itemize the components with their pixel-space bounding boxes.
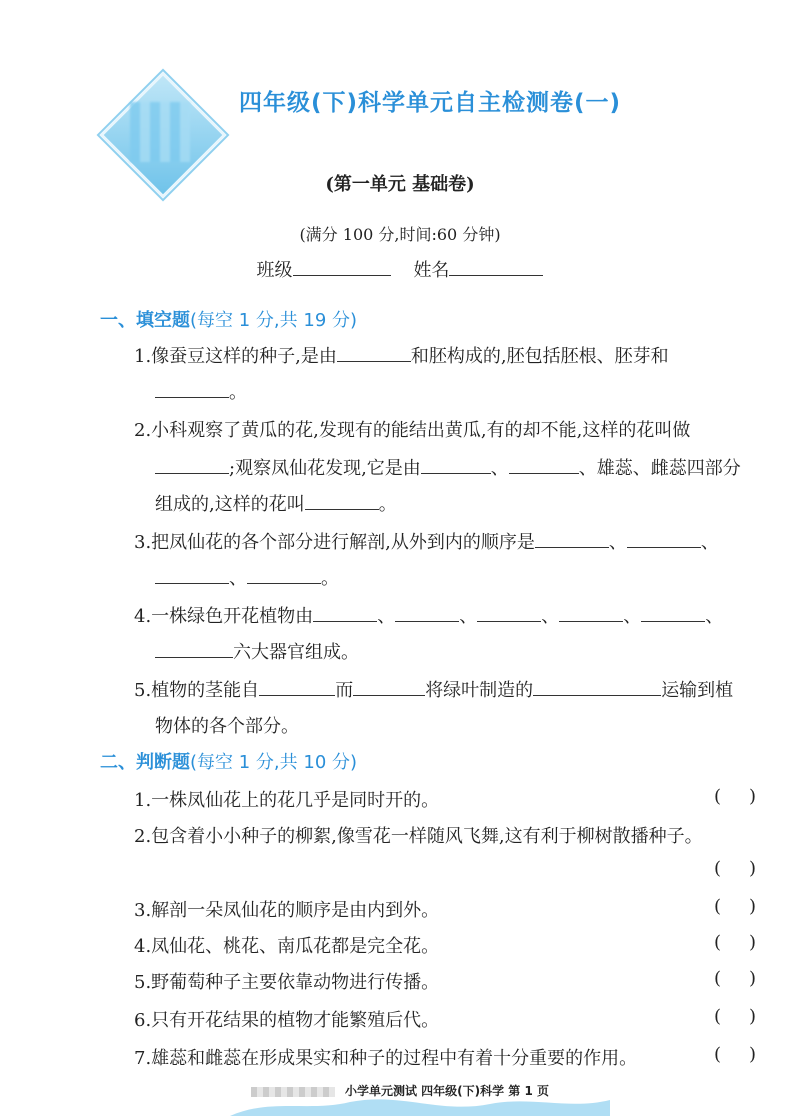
answer-blank[interactable] (155, 656, 233, 658)
q2-text-b: ;观察凤仙花发现,它是由 (229, 458, 421, 479)
answer-blank[interactable] (305, 508, 379, 510)
student-info-line (0, 256, 800, 282)
question-1-line-2 (155, 378, 788, 404)
answer-blank[interactable] (247, 582, 321, 584)
page-title: 四年级(下)科学单元自主检测卷(一) (238, 90, 622, 116)
question-3-line-2 (155, 564, 788, 590)
tf-item-1: 1.一株凤仙花上的花几乎是同时开的。 (134, 790, 440, 811)
q4-text-a: 4.一株绿色开花植物由 (134, 606, 314, 627)
separator: 、 (541, 606, 560, 627)
tf-item-5: 5.野葡萄种子主要依靠动物进行传播。 (134, 972, 440, 993)
answer-blank[interactable] (641, 620, 705, 622)
question-5-line-2 (155, 712, 788, 738)
tf-answer-parens[interactable]: () (713, 786, 784, 807)
q5-text-d: 运输到植 (661, 680, 734, 701)
separator: 、 (705, 606, 724, 627)
question-3-line-1 (134, 528, 788, 554)
answer-blank[interactable] (509, 472, 579, 474)
question-2-line-3 (155, 490, 788, 516)
answer-blank[interactable] (627, 546, 701, 548)
answer-blank[interactable] (559, 620, 623, 622)
q5-text-b: 而 (335, 680, 354, 701)
q2-text-c: 、 (490, 458, 509, 479)
tf-answer-parens[interactable]: () (713, 968, 784, 989)
tf-answer-parens[interactable]: () (713, 896, 784, 917)
section-note: (每空 1 分,共 10 分) (190, 752, 358, 773)
q2-text-e: 组成的,这样的花叫 (155, 494, 305, 515)
answer-blank[interactable] (155, 396, 229, 398)
answer-blank[interactable] (533, 694, 661, 696)
tf-item-7: 7.雄蕊和雌蕊在形成果实和种子的过程中有着十分重要的作用。 (134, 1048, 638, 1069)
tf-answer-parens[interactable]: () (713, 1044, 784, 1065)
question-1-line-1 (134, 342, 788, 368)
answer-blank[interactable] (535, 546, 609, 548)
separator: 、 (459, 606, 478, 627)
answer-blank[interactable] (313, 620, 377, 622)
answer-blank[interactable] (259, 694, 335, 696)
tf-item-4: 4.凤仙花、桃花、南瓜花都是完全花。 (134, 936, 440, 957)
q2-text-d: 、雄蕊、雌蕊四部分 (578, 458, 741, 479)
tf-answer-parens[interactable]: () (713, 858, 784, 879)
class-label: 班级 (256, 260, 293, 281)
q1-text-c: 。 (229, 382, 247, 403)
question-2-line-2 (155, 454, 788, 480)
question-4-line-2 (155, 638, 788, 664)
separator: 、 (608, 532, 627, 553)
question-4-line-1 (134, 602, 788, 628)
section-true-false-heading (100, 748, 357, 774)
exam-meta: (满分 100 分,时间:60 分钟) (299, 225, 501, 244)
q5-text-c: 将绿叶制造的 (425, 680, 534, 701)
section-title: 一、填空题 (100, 310, 190, 331)
separator: 、 (700, 532, 719, 553)
separator: 、 (377, 606, 396, 627)
tf-answer-parens[interactable]: () (713, 1006, 784, 1027)
answer-blank[interactable] (477, 620, 541, 622)
answer-blank[interactable] (337, 360, 411, 362)
answer-blank[interactable] (395, 620, 459, 622)
tf-item-3: 3.解剖一朵凤仙花的顺序是由内到外。 (134, 900, 440, 921)
q2-text-a: 2.小科观察了黄瓜的花,发现有的能结出黄瓜,有的却不能,这样的花叫做 (134, 420, 691, 441)
q5-text-e: 物体的各个部分。 (155, 716, 299, 737)
q3-text-a: 3.把凤仙花的各个部分进行解剖,从外到内的顺序是 (134, 532, 535, 553)
question-2-line-1 (134, 416, 788, 442)
tf-item-2: 2.包含着小小种子的柳絮,像雪花一样随风飞舞,这有利于柳树散播种子。 (134, 826, 703, 847)
answer-blank[interactable] (155, 472, 229, 474)
separator: 、 (229, 568, 247, 589)
section-fill-in-heading (100, 306, 357, 332)
q2-text-f: 。 (378, 494, 397, 515)
footer-wave-decoration (230, 1092, 610, 1116)
answer-blank[interactable] (155, 582, 229, 584)
page-subtitle: (第一单元 基础卷) (325, 174, 475, 195)
section-note: (每空 1 分,共 19 分) (190, 310, 358, 331)
name-field[interactable] (449, 274, 543, 276)
q4-text-b: 六大器官组成。 (233, 642, 359, 663)
answer-blank[interactable] (353, 694, 425, 696)
name-label: 姓名 (413, 260, 450, 281)
q3-end: 。 (321, 568, 339, 589)
section-title: 二、判断题 (100, 752, 190, 773)
question-5-line-1 (134, 676, 788, 702)
q1-text-b: 和胚构成的,胚包括胚根、胚芽和 (410, 346, 669, 367)
answer-blank[interactable] (421, 472, 491, 474)
separator: 、 (623, 606, 642, 627)
q1-text-a: 1.像蚕豆这样的种子,是由 (134, 346, 337, 367)
class-field[interactable] (293, 274, 391, 276)
q5-text-a: 5.植物的茎能自 (134, 680, 260, 701)
tf-item-6: 6.只有开花结果的植物才能繁殖后代。 (134, 1010, 440, 1031)
tf-answer-parens[interactable]: () (713, 932, 784, 953)
footer-text: 小学单元测试 四年级(下)科学 第 1 页 (344, 1084, 550, 1098)
